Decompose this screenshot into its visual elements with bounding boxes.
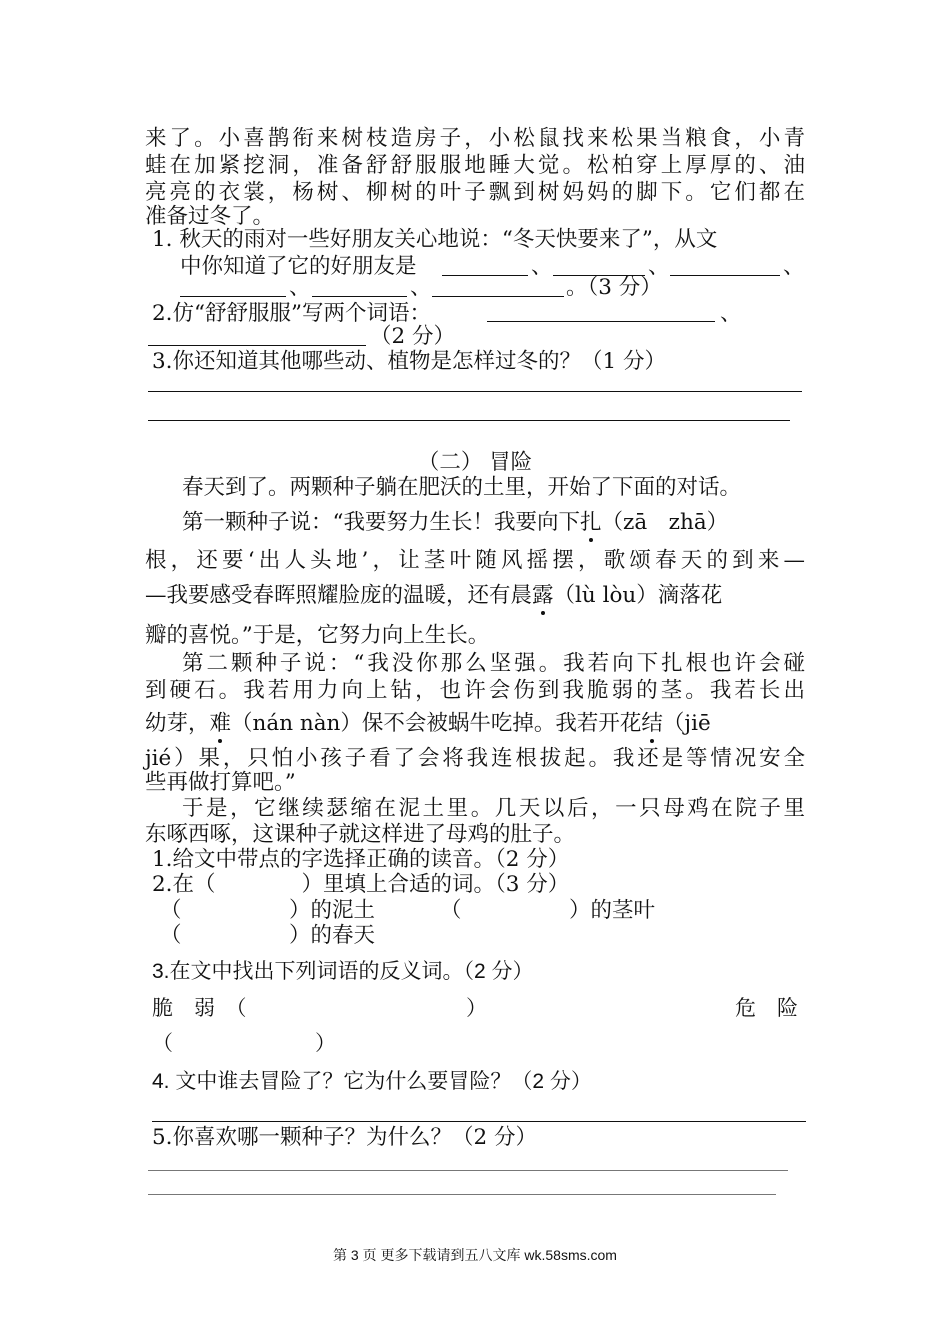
paren-close: ） — [315, 1032, 336, 1055]
section-title: （二） 冒险 — [417, 450, 533, 475]
separator: 、 — [720, 301, 742, 326]
separator: 、 — [531, 254, 553, 279]
question-1: 1. 秋天的雨对一些好朋友关心地说：“冬天快要来了”，从文 — [152, 227, 718, 252]
separator: 、 — [410, 275, 432, 300]
pinyin-choice: （zā zhā） — [601, 510, 729, 535]
question-1-line2: 中你知道了它的好朋友是 — [180, 254, 417, 279]
pinyin-choice: （lù lòu）滴落花 — [553, 583, 723, 608]
answer-line[interactable] — [148, 420, 790, 421]
antonym-fragile: 脆 弱 （ — [152, 997, 247, 1020]
answer-blank[interactable] — [312, 296, 407, 297]
answer-blank[interactable] — [487, 321, 715, 322]
passage-line: 准备过冬了。 — [145, 204, 275, 229]
pinyin-choice: （nán nàn）保不会被蜗牛吃掉。我若开花 — [231, 711, 642, 736]
question-2-4: 4. 文中谁去冒险了？它为什么要冒险？（2 分） — [152, 1070, 592, 1093]
paragraph-line: jié）果，只怕小孩子看了会将我连根拔起。我还是等情况安全 — [145, 746, 805, 771]
paragraph-line: 瓣的喜悦。”于是，它努力向上生长。 — [145, 623, 490, 648]
paragraph-line — [182, 650, 805, 678]
text-segment: 第二颗种子说：“我没你那么坚强。我若向下扎根也许会碰 — [182, 651, 805, 676]
fill-item-soil[interactable]: （ ）的泥土 — [160, 898, 376, 923]
paragraph-line — [182, 795, 805, 823]
separator: 、 — [783, 254, 805, 279]
fill-item-spring[interactable]: （ ）的春天 — [160, 923, 376, 948]
answer-blank[interactable] — [670, 275, 780, 276]
paragraph-line: 些再做打算吧。” — [145, 770, 296, 795]
question-2-score: （2 分） — [370, 324, 456, 349]
pinyin-choice: （jiē — [662, 711, 711, 736]
paragraph-line — [145, 582, 722, 610]
answer-blank[interactable] — [432, 296, 564, 297]
paren-open[interactable]: （ — [152, 1032, 173, 1055]
dotted-char: 结 — [641, 711, 663, 736]
paragraph-line: 到硬石。我若用力向上钻，也许会伤到我脆弱的茎。我若长出 — [145, 678, 805, 703]
question-2-1: 1.给文中带点的字选择正确的读音。（2 分） — [152, 847, 570, 872]
text-segment: 第一颗种子说：“我要努力生长！我要向下 — [182, 510, 580, 535]
dotted-char: 扎 — [580, 510, 602, 535]
paragraph-line — [182, 509, 728, 537]
paragraph-line — [145, 710, 711, 738]
text-segment: 于是，它继续瑟缩在泥土里。几天以后，一只母鸡在院子里 — [182, 796, 805, 821]
separator: 、 — [289, 275, 311, 300]
answer-blank[interactable] — [442, 275, 528, 276]
separator: 、 — [648, 254, 670, 279]
antonym-danger: 危 险 — [735, 997, 798, 1020]
answer-blank[interactable] — [180, 296, 286, 297]
page-footer: 第 3 页 更多下载请到五八文库 wk.58sms.com — [333, 1247, 617, 1263]
question-2-2: 2.在（ ）里填上合适的词。（3 分） — [152, 872, 570, 897]
answer-line[interactable] — [148, 391, 802, 392]
dotted-char: 难 — [209, 711, 232, 736]
passage-line: 来了。小喜鹊衔来树枝造房子，小松鼠找来松果当粮食，小青 — [145, 126, 805, 151]
question-2: 2.仿“舒舒服服”写两个词语： — [152, 301, 431, 326]
passage-line: 亮亮的衣裳，杨树、柳树的叶子飘到树妈妈的脚下。它们都在 — [145, 180, 805, 205]
question-2-5: 5.你喜欢哪一颗种子？为什么？（2 分） — [152, 1125, 538, 1150]
answer-line[interactable] — [148, 1194, 776, 1195]
question-1-score: 。（3 分） — [566, 275, 662, 300]
paren-close: ） — [466, 997, 487, 1020]
paragraph-line: 春天到了。两颗种子躺在肥沃的土里，开始了下面的对话。 — [182, 475, 742, 500]
paragraph-line: 根，还要‘出人头地’，让茎叶随风摇摆，歌颂春天的到来— — [145, 548, 805, 573]
dotted-char: 露 — [532, 583, 554, 608]
question-3: 3.你还知道其他哪些动、植物是怎样过冬的？（1 分） — [152, 349, 667, 374]
fill-item-stem[interactable]: （ ）的茎叶 — [440, 898, 656, 923]
question-2-3: 3.在文中找出下列词语的反义词。（2 分） — [152, 960, 534, 983]
answer-blank[interactable] — [148, 345, 366, 346]
text-segment: —我要感受春晖照耀脸庞的温暖，还有晨 — [145, 583, 533, 608]
text-segment: 幼芽， — [145, 711, 210, 736]
answer-line[interactable] — [152, 1121, 806, 1122]
passage-line: 蛙在加紧挖洞，准备舒舒服服地睡大觉。松柏穿上厚厚的、油 — [145, 153, 805, 178]
answer-line[interactable] — [148, 1170, 788, 1171]
paragraph-line: 东啄西啄，这课种子就这样进了母鸡的肚子。 — [145, 822, 576, 847]
